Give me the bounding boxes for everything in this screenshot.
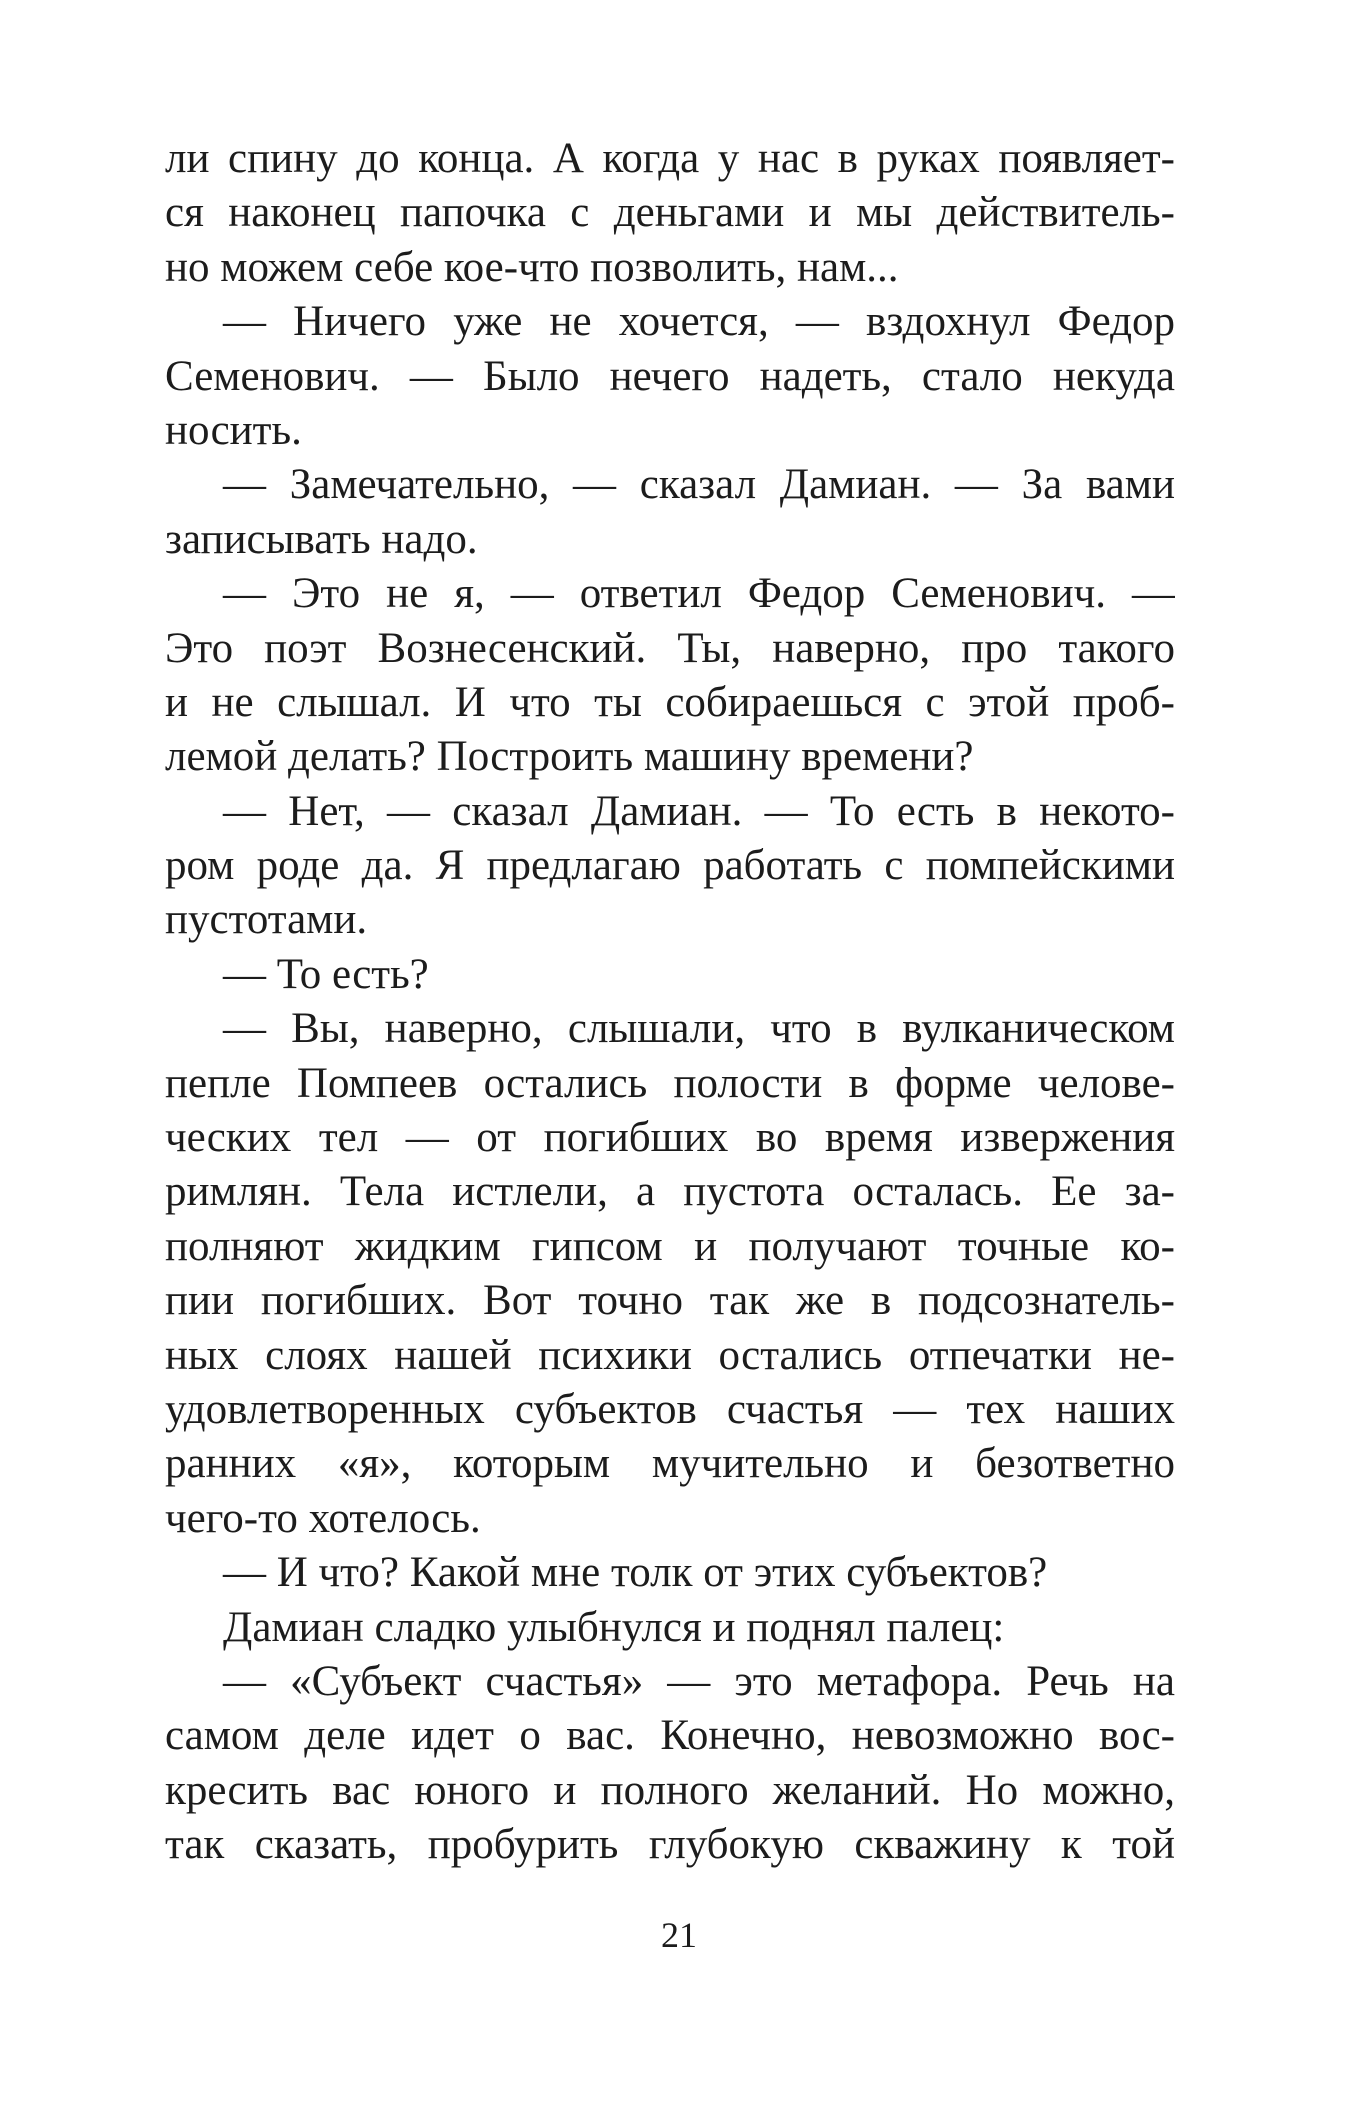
text-line: кресить вас юного и полного желаний. Но можно,	[165, 1766, 1175, 1814]
text-line: и не слышал. И что ты собираешься с этой проб-	[165, 678, 1175, 726]
text-line: лемой делать? Построить машину времени?	[165, 733, 974, 781]
text-line: пепле Помпеев остались полости в форме челове-	[165, 1059, 1175, 1107]
text-line: чего-то хотелось.	[165, 1494, 481, 1542]
text-line: Дамиан сладко улыбнулся и поднял палец:	[223, 1603, 1005, 1651]
text-line: носить.	[165, 406, 302, 454]
text-line: ли спину до конца. А когда у нас в руках появляет-	[165, 135, 1175, 182]
text-line: — Ничего уже не хочется, — вздохнул Федор	[223, 298, 1175, 346]
text-line: пии погибших. Вот точно так же в подсознатель-	[165, 1277, 1175, 1325]
text-line: — Это не я, — ответил Федор Семенович. —	[223, 570, 1175, 618]
text-line: ром роде да. Я предлагаю работать с помпейскими	[165, 842, 1175, 890]
text-line: — То есть?	[223, 950, 429, 998]
page-number: 21	[661, 1915, 697, 1955]
text-line: ческих тел — от погибших во время извержения	[165, 1114, 1175, 1162]
text-line: ных слоях нашей психики остались отпечатки не-	[165, 1331, 1175, 1379]
text-line: римлян. Тела истлели, а пустота осталась. Ее за-	[165, 1168, 1175, 1216]
text-line: самом деле идет о вас. Конечно, невозможно вос-	[165, 1712, 1175, 1760]
text-line: записывать надо.	[165, 515, 478, 563]
body-text	[165, 132, 1175, 1873]
text-line: пустотами.	[165, 896, 368, 944]
text-line: Это поэт Вознесенский. Ты, наверно, про такого	[165, 624, 1175, 672]
text-line: — Замечательно, — сказал Дамиан. — За вами	[223, 461, 1175, 509]
text-line: удовлетворенных субъектов счастья — тех наших	[165, 1385, 1175, 1433]
text-line: — Нет, — сказал Дамиан. — То есть в некото-	[223, 787, 1175, 835]
text-line: так сказать, пробурить глубокую скважину к той	[165, 1821, 1175, 1869]
text-line: — «Субъект счастья» — это метафора. Речь на	[223, 1657, 1175, 1705]
text-line: — И что? Какой мне толк от этих субъектов?	[223, 1549, 1048, 1597]
text-line: — Вы, наверно, слышали, что в вулканическом	[223, 1005, 1175, 1053]
text-line: ся наконец папочка с деньгами и мы действитель-	[165, 189, 1175, 237]
text-line: ранних «я», которым мучительно и безответно	[165, 1440, 1175, 1488]
text-line: полняют жидким гипсом и получают точные ко-	[165, 1222, 1175, 1270]
text-line: но можем себе кое-что позволить, нам...	[165, 243, 899, 291]
text-line: Семенович. — Было нечего надеть, стало некуда	[165, 352, 1175, 400]
